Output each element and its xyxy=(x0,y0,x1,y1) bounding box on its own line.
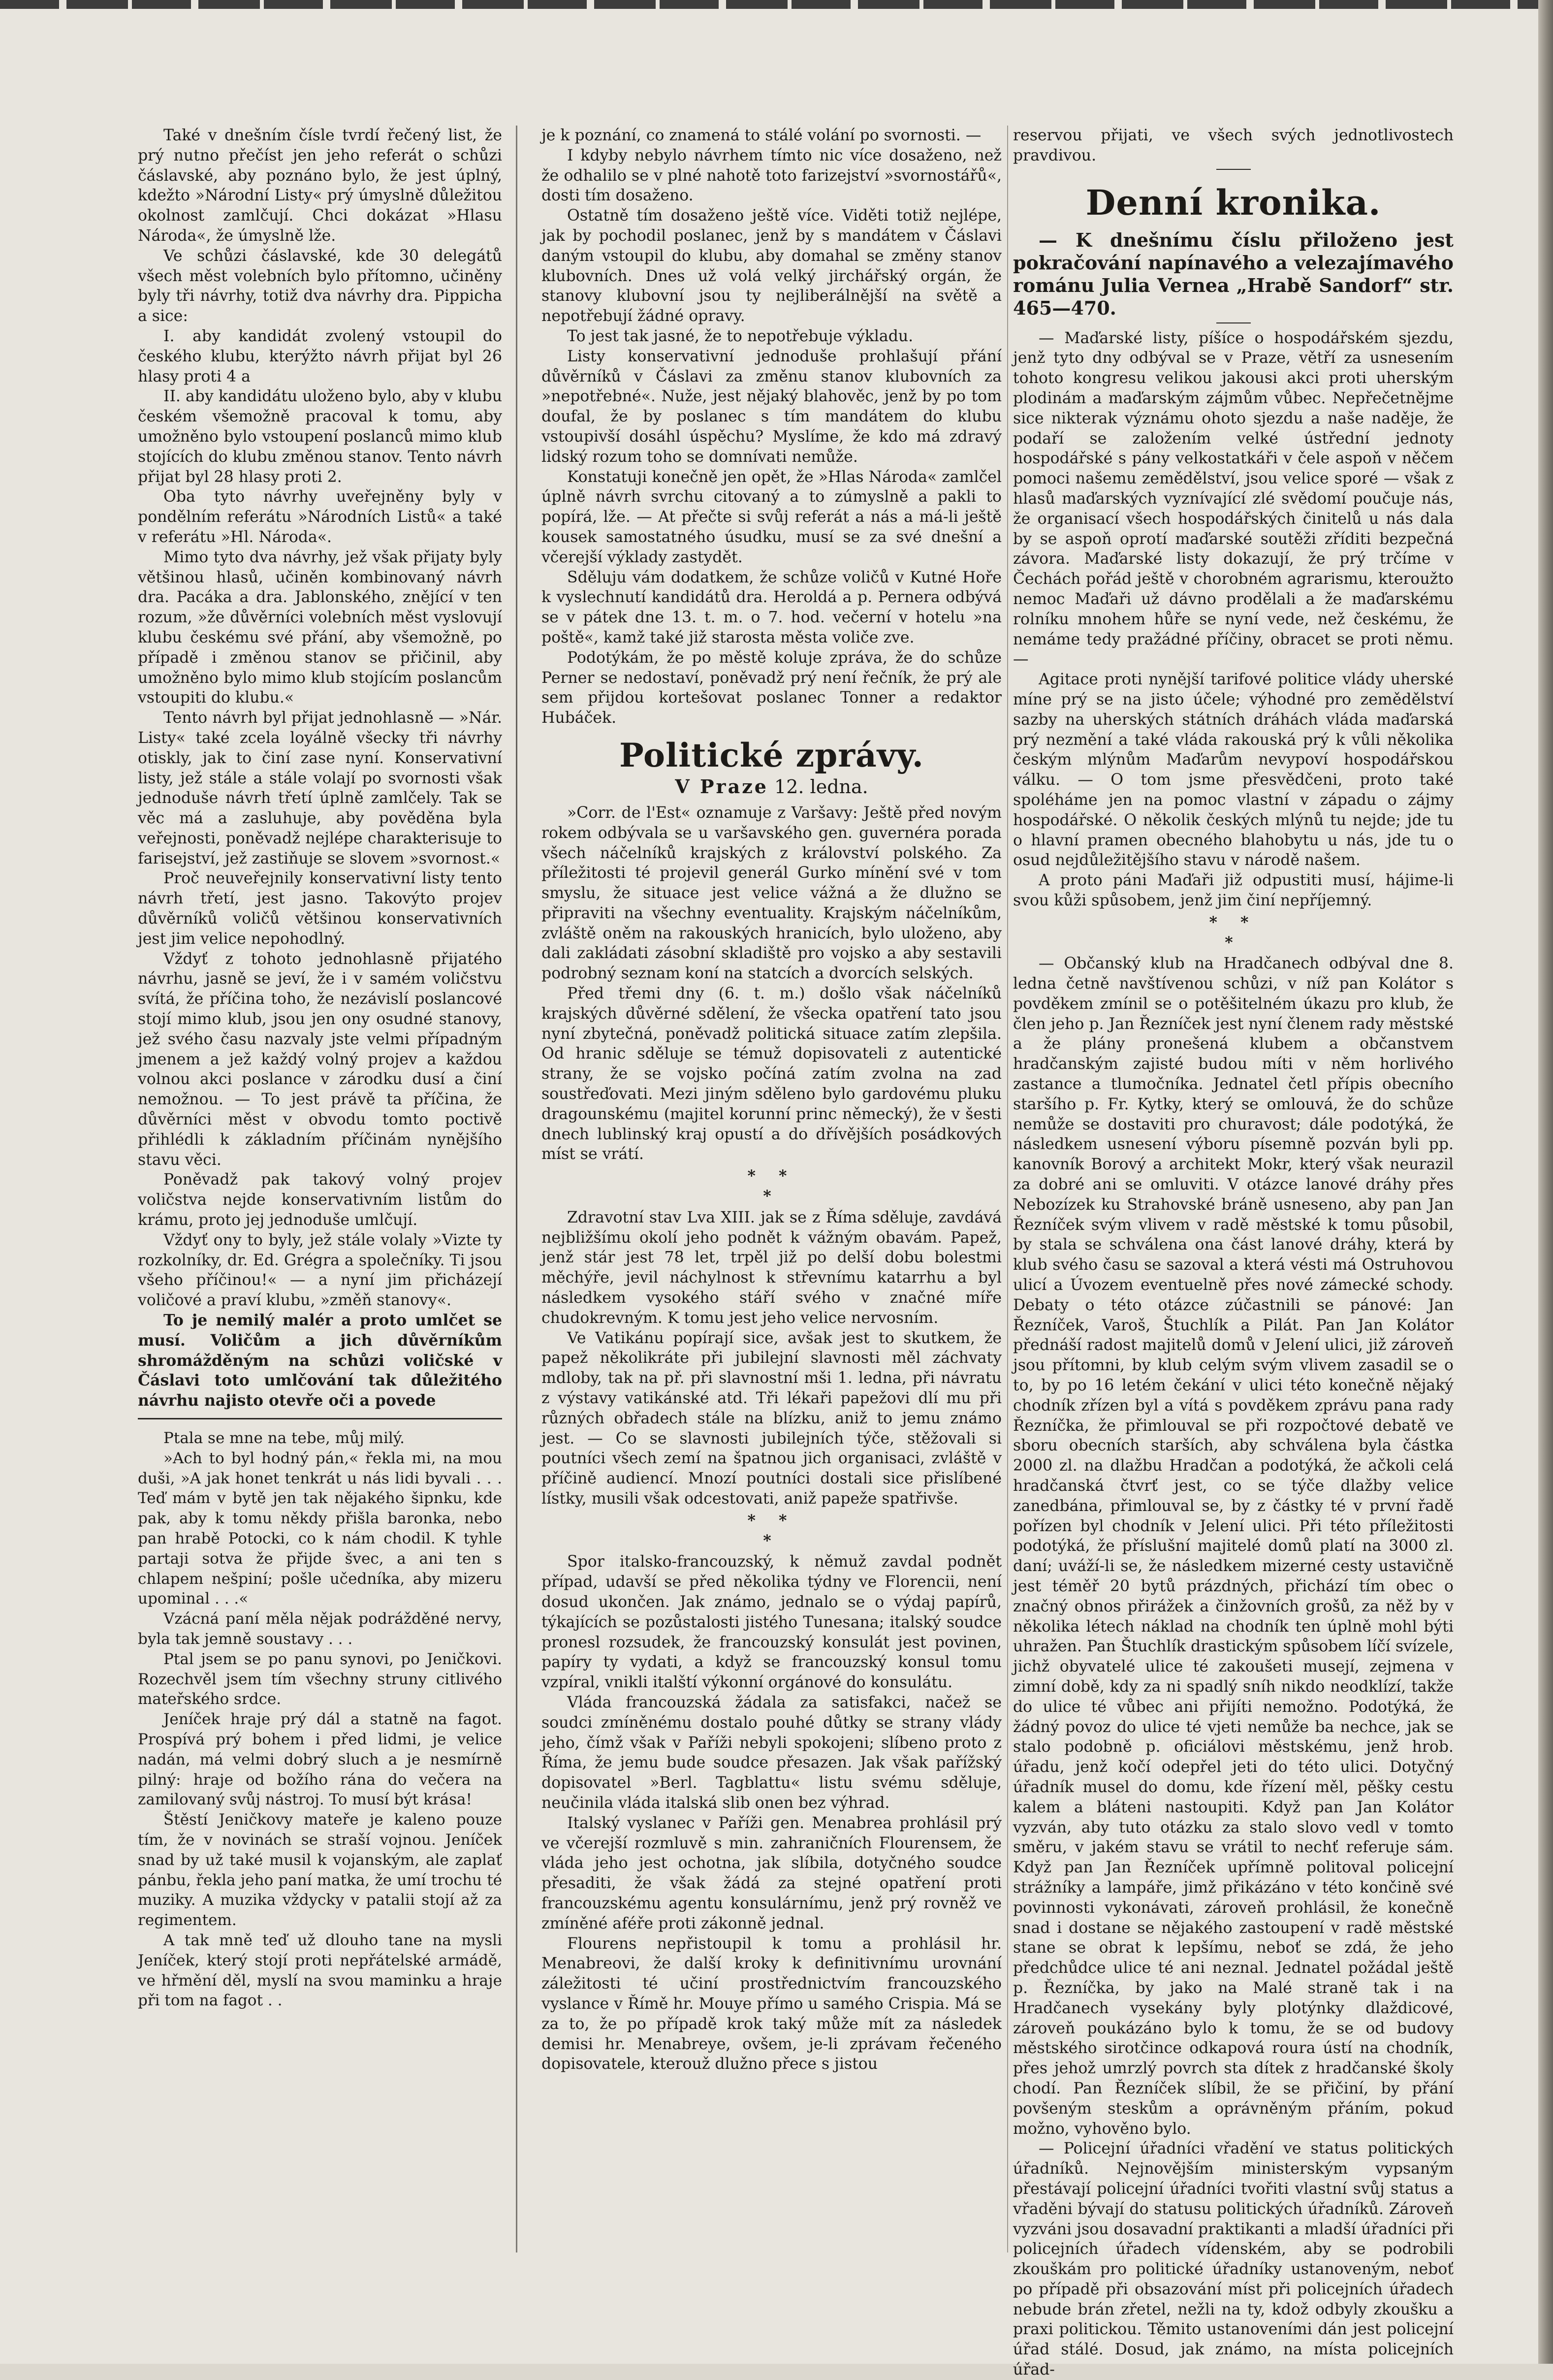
column-rule xyxy=(1007,126,1008,2252)
feuilleton-paragraph: Ptala se mne na tebe, můj milý. xyxy=(163,1429,405,1447)
paragraph: reservou přijati, ve všech svých jednotlivostech pravdivou. xyxy=(1013,127,1454,164)
column-1 xyxy=(138,126,502,2252)
chronicle-item: — Občanský klub na Hradčanech odbýval dne 8. ledna četně navštívenou schůzi, v níž pan Kolátor s povděkem zmínil se o potěšitelném úkazu pro klub, že člen jeho p. Jan Řezníček jest nyní členem rady městské a že plány pronešená klubem a občanstvem hradčanským zajisté budou míti v něm horlivého zastance a tlumočníka. Jednatel četl přípis obecního staršího p. Fr. Kytky, který se omlouvá, že do schůze nemůže se dostaviti pro churavost; dále podotýká, že následkem usnesení výboru písemně pozván byli pp. kanovník Borový a architekt Mokr, který však neurazil za dobré ani se omluviti. V otázce lanové dráhy přes Nebozízek ku Strahovské bráně usneseno, aby pan Jan Řezníček svým vlivem v radě městské k tomu působil, by stala se schválena ona část lanové dráhy, která by klub svého času se sazoval a která vésti má Ostruhovou ulicí a Úvozem eventuelně přes nové zámecké schody. Debaty o této otázce zúčastnili se pánové: Jan Řezníček, Varoš, Štuchlík a Pilát. Pan Jan Kolátor přednáší radost majitelů domů v Jelení ulici, již zároveň jsou přítomni, by klub celým svým vlivem zasadil se o to, by po 16 letém čekání v ulici této konečně nějaký chodník zřízen byl a vítá s povděkem zprávu pana rady Řezníčka, že přimlouval se při rozpočtové debatě ve sboru obecních starších, aby schválena byla částka 2000 zl. na dlažbu Hradčan a podotýká, že ačkoli celá hradčanská čtvrť jest, co se týče dlažby velice zanedbána, přimlouval se, by z částky té v první řadě pořízen byl chodník v Jelení ulici. Při této příležitosti podotýká, že příslušní majitelé domů platí na 3000 zl. daní; uváží-li se, že následkem mizerné cesty ustavičně jest téměř 20 bytů prázdných, přichází tím obec o značný obnos přirážek a činžovních grošů, za něž by v několika létech náklad na chodník ten úplně mohl býti uhražen. Pan Štuchlík drastickým spůsobem líčí svízele, jichž obyvatelé ulice té zakoušeti musejí, zejmena v zimní době, kdy za ni spadlý sníh nikdo neodklízí, takže do ulice té vůbec ani přijíti nemožno. Podotýká, že žádný povoz do ulice té vjeti nemůže ba nechce, jak se stalo podobně p. oficiálovi městskému, jenž hrob. úřadu, jenž kočí odepřel jeti do této ulici. Dotyčný úřadník musel do domu, kde řízení měl, pěšky cestu kalem a bláteni nastoupiti. Když pan Jan Kolátor vyzván, aby tuto otázku za stalo slovo vedl v tomto směru, v jakém stavu se vrátil to nechť referuje sám. Když pan Jan Řezníček upřímně politoval policejní strážníky a lampáře, jimž přikázáno v této končině své povinnosti vykonávati, zároveň prohlásil, že konečně snad i dostane se nějakého zastoupení v radě městské stane se obrat k lepšímu, neboť se zdá, že jeho předchůdce ulice té ani neznal. Jednatel požádal ještě p. Řezníčka, by jako na Malé straně tak i na Hradčanech vysekány byly plotýnky dlaždicové, zároveň poukázáno bylo k tomu, že se od budovy městského sirotčince odkapová roura ústí na chodník, přes jehož umrzlý povrch sta dítek z hradčanské školy chodí. Pan Řezníček slíbil, že se přičiní, by přání povšeným steskům a oprávněným přáním, pokud možno, vyhověno bylo. xyxy=(1013,955,1454,2138)
news-item: Vláda francouzská žádala za satisfakci, načež se soudci zmíněnému dostalo pouhé důtky se strany vlády jeho, čímž však v Paříži nebyli spokojeni; slíbeno proto z Říma, že jemu bude soudce přesazen. Jak však pařížský dopisovatel »Berl. Tagblattu« listu svému sděluje, neučinila vláda italská slib onen bez výhrad. xyxy=(541,1693,1002,1812)
asterism-separator: * * * xyxy=(747,1511,796,1550)
news-item: Před třemi dny (6. t. m.) došlo však náčelníků krajských důvěrné sdělení, že všecka opatření tato jsou nyní zbytečná, poněvadž politická situace zatím zlepšila. Od hranic sděluje se témuž dopisovateli z autentické strany, že se vojsko počíná zatím zvolna na zad soustřeďovati. Mezi jiným sděleno bylo gardovému pluku dragounskému (majitel korunní princ německý), že v šesti dnech lublinský kraj opustí a do dřívějších posádkových míst se vrátí. xyxy=(541,985,1002,1163)
feuilleton-paragraph: Štěstí Jeničkovy mateře je kaleno pouze tím, že v novinách se straší vojnou. Jeníček snad by už také musil k vojanským, ale zaplať pánbu, řekla jeho paní matka, že umí trochu té muziky. A muzika vždycky v patalii stojí až za regimentem. xyxy=(138,1811,502,1930)
paragraph: To je nemilý malér a proto umlčet se musí. Voličům a jich důvěrníkům shromážděným na schůzi voličské v Čáslavi toto umlčování tak důležitého návrhu najisto otevře oči a povede xyxy=(138,1311,502,1410)
paragraph: Oba tyto návrhy uveřejněny byly v pondělním referátu »Národních Listů« a také v referátu »Hl. Národa«. xyxy=(138,488,502,546)
paragraph: II. aby kandidátu uloženo bylo, aby v klubu českém všemožně pracoval k tomu, aby umožněno bylo vstoupení poslanců mimo klub stojících do klubu změnou stanov. Tento návrh přijat byl 28 hlasy proti 2. xyxy=(138,387,502,486)
chronicle-item: A proto páni Maďaři již odpustiti musí, hájime-li svou kůži spůsobem, jenž jim činí nepříjemný. xyxy=(1013,871,1454,909)
chronicle-item: — Maďarské listy, píšíce o hospodářském sjezdu, jenž tyto dny odbýval se v Praze, větří za usnesením tohoto kongresu velikou jakousi akci proti uherským plodinám a maďarským zájmům vůbec. Nepřečetnějme sice nikterak význámu ohoto sjezdu a naše naděje, že podaří se založením velké ústřední jednoty hospodářské s pány velkostatkáři v čele aspoň v něčem pomoci našemu zemědělství, jsou velice sporé — však z hlasů maďarských vyznívající zlé svědomí poučuje nás, že organisací všech hospodářských činitelů u nás dala by se aspoň oprotí maďarské soutěži zříditi bezpečná závora. Maďarské listy dokazují, že prý trčíme v Čechách pořád ještě v chorobném agrarismu, kteroužto nemoc Maďaři už dávno prodělali a že maďarskému rolníku mnohem hůře se nyní vede, než českému, že nemáme tedy pražádné příčiny, obracet se proti němu. — xyxy=(1013,329,1454,669)
paragraph: Ve schůzi čáslavské, kde 30 delegátů všech měst volebních bylo přítomno, učiněny byly tři návrhy, totiž dva návrhy dra. Pippicha a sice: xyxy=(138,247,502,325)
feuilleton-paragraph: »Ach to byl hodný pán,« řekla mi, na mou duši, »A jak honet tenkrát u nás lidi byvali . . . Teď mám v bytě jen tak nějakého šipnku, kde pak, aby k tomu někdy přišla baronka, nebo pan hrabě Potocki, co k nám chodil. K tyhle partaji sotva že přijde švec, a ani ten s chlapem nešpiní; pošle učedníka, aby mizeru upominal . . .« xyxy=(138,1449,502,1608)
paragraph: Také v dnešním čísle tvrdí řečený list, že prý nutno přečíst jen jeho referát o schůzi čáslavské, aby poznáno bylo, že jest úplný, kdežto »Národní Listy« prý úmyslně důležitou okolnost zamlčují. Chci dokázat »Hlasu Národa«, že úmyslně lže. xyxy=(138,127,502,245)
feuilleton-paragraph: Vzácná paní měla nějak podrážděné nervy, byla tak jemně soustavy . . . xyxy=(138,1610,502,1648)
paragraph: Konstatuji konečně jen opět, že »Hlas Národa« zamlčel úplně návrh svrchu citovaný a to zúmyslně a pakli to popírá, lže. — At přečte si svůj referát a nás a má-li ještě kousek samostatného úsudku, musí se za své dnešní a včerejší výklady zastydět. xyxy=(541,468,1002,566)
feuilleton-divider xyxy=(138,1418,502,1419)
paragraph: Mimo tyto dva návrhy, jež však přijaty byly většinou hlasů, učiněn kombinovaný návrh dra. Pacáka a dra. Jablonského, znějící v ten rozum, »že důvěrníci volebních měst vyslovují klubu českému své přání, aby všemožně, po případě i změnou stanov se přičinil, aby umožněno bylo mimo klub stojícím poslancům vstoupiti do klubu.« xyxy=(138,548,502,707)
news-item: Flourens nepřistoupil k tomu a prohlásil hr. Menabreovi, že další kroky k definitivnímu urovnání záležitosti té učiní prostřednictvím francouzského vyslance v Římě hr. Mouye přímo u samého Crispia. Má se za to, že po případě krok taký může mít za následek demisi hr. Menabreye, ovšem, je-li zprávam řečeného dopisovatele, kterouž dlužno přece s jistou xyxy=(541,1934,1002,2073)
paragraph: Proč neuveřejnily konservativní listy tento návrh třetí, jest jasno. Takovýto projev důvěrníků voličů většinou konservativních jest jim velice nepohodlný. xyxy=(138,869,502,948)
news-item: Zdravotní stav Lva XIII. jak se z Říma sděluje, zavdává nejbližšímu okolí jeho podnět k vážným obavám. Papež, jenž stár jest 78 let, trpěl již po delší dobu bolestmi měchýře, jevil náchylnost k střevnímu katarrhu a byl následkem vysokého stáří svého v značné míře chudokrevným. K tomu jest jeho velice nervosním. xyxy=(541,1208,1002,1327)
dateline-date: 12. ledna. xyxy=(774,775,868,798)
asterism-separator: * * * xyxy=(747,1167,796,1206)
supplement-notice xyxy=(1013,229,1454,320)
notice-text: — K dnešnímu číslu přiloženo jest pokračování napínavého a velezajímavého románu Julia Vernea „Hrabě Sandorf“ str. 465—470. xyxy=(1013,228,1454,319)
paragraph: Sděluju vám dodatkem, že schůze voličů v Kutné Hoře k vyslechnutí kandidátů dra. Heroldá a p. Pernera odbývá se v pátek dne 13. t. m. o 7. hod. večerní v hotelu »na poště«, kamž také již starosta města voliče zve. xyxy=(541,568,1002,646)
feuilleton-paragraph: Jeníček hraje prý dál a statně na fagot. Prospívá prý bohem i před lidmi, je velice nadán, má velmi dobrý sluch a je nesmírně pilný: hraje od božího rána do večera na zamilovaný svůj nástroj. To musí být krása! xyxy=(138,1710,502,1809)
section-title-denni-kronika: Denní kronika. xyxy=(1085,182,1381,223)
column-3 xyxy=(1013,126,1454,2379)
paragraph: Poněvadž pak takový volný projev voličstva nejde konservativním listům do krámu, proto jej jednoduše umlčují. xyxy=(138,1171,502,1229)
news-item: Ve Vatikánu popírají sice, avšak jest to skutkem, že papež několikráte při jubilejní slavnosti měl záchvaty mdloby, tak na př. při slavnostní mši 1. ledna, při návratu z výstavy vatikánské atd. Tři lékaři papežovi dlí mu při různých obřadech stále na blízku, aniž to jemu známo jest. — Co se slavnosti jubilejních týče, stěžovali si poutníci všech zemí na špatnou jich organisaci, zvláště v příčině audiencí. Mnozí poutníci dostali sice přislíbené lístky, musili však odcestovati, aniž papeže spatřivše. xyxy=(541,1329,1002,1508)
paragraph: To jest tak jasné, že to nepotřebuje výkladu. xyxy=(567,327,914,345)
feuilleton-paragraph: A tak mně teď už dlouho tane na mysli Jeníček, který stojí proti nepřátelské armádě, ve hřmění děl, myslí na svou maminku a hraje při tom na fagot . . xyxy=(138,1931,502,2010)
feuilleton-paragraph: Ptal jsem se po panu synovi, po Jeničkovi. Rozechvěl jsem tím všechny struny citlivého mateřského srdce. xyxy=(138,1650,502,1708)
paragraph: Ostatně tím dosaženo ještě více. Viděti totiž nejlépe, jak by pochodil poslanec, jenž by s mandátem v Čáslavi daným vstoupil do klubu, aby domahal se změny stanov klubovních. Dnes už volá velký jirchářský orgán, že stanovy klubovní jsou ty nejliberálnější na světě a nepotřebují žádné opravy. xyxy=(541,207,1002,325)
chronicle-item: Agitace proti nynější tarifové politice vlády uherské míne prý se na jisto účele; výhodné pro zemědělství sazby na uherských státních dráhách vláda maďarská prý nezmění a také vláda rakouská prý k vůli několika českým mlýnům Maďarům nevypoví hospodářskou válku. — O tom jsme přesvědčeni, proto také spoléháme jen na pomoc vlastní v západu o zájmy hospodářské. O několik českých mlýnů tu nejde; jde tu o hlavní pramen obecného blahobytu u nás, jde tu o osud nejdůležitějšího stavu v národě našem. xyxy=(1013,671,1454,869)
column-2 xyxy=(541,126,1002,2252)
paragraph: Tento návrh byl přijat jednohlasně — »Nár. Listy« také zcela loyálně všecky tři návrhy otiskly, jak to činí zase nyní. Konservativní listy, jež stále a stále volají po svornosti však jednoduše návrh třetí úplně zamlčely. Tak se věc má a zasluhuje, aby pověděna byla veřejnosti, poněvadž nejlépe charakterisuje to farisejství, jež zastiňuje se slovem »svornost.« xyxy=(138,709,502,868)
paragraph: Podotýkám, že po městě koluje zpráva, že do schůze Perner se nedostaví, poněvadž prý není řečník, že prý ale sem přijdou kortešovat poslanec Tonner a redaktor Hubáček. xyxy=(541,648,1002,727)
paragraph: I kdyby nebylo návrhem tímto nic více dosaženo, než že odhalilo se v plné nahotě toto farizejství »svornostářů«, dosti tím dosaženo. xyxy=(541,146,1002,205)
dateline xyxy=(541,775,1002,798)
right-edge-shadow xyxy=(1538,0,1553,2364)
paragraph: Vždyť z tohoto jednohlasně přijatého návrhu, jasně se jeví, že i v samém voličstvu svítá, že příčina toho, že nezávislí poslancové stojí mimo klub, jsou jen ony osudné stanovy, jež svého času nazvaly jste velmi případným jmenem a jež každý volný projev a každou volnou akci poslance v zárodku dusí a činí nemožnou. — To jest právě ta příčina, že důvěrníci měst v obvodu tomto poctivě přihlédli k základním příčinám nynějšího stavu věci. xyxy=(138,950,502,1169)
chronicle-item: — Policejní úřadníci vřadění ve status politických úřadníků. Nejnovějším ministerským vypsaným přestávají policejní úřadníci tvořiti vlastní svůj status a vřaděni bývají do statusu politických úřadníků. Zároveň vyzváni jsou dosavadní praktikanti a mladší úřadníci při policejních úřadech vídenském, aby se podrobili zkouškám pro politické úřadníky ustanoveným, neboť po případě při obsazování míst při policejních úřadech nebude brán zřetel, nežli na ty, kdož odbyly zkoušku a praxi politickou. Těmito ustanoveními dán jest policejní úřad stálé. Dosud, jak známo, na místa policejních úřad- xyxy=(1013,2140,1454,2379)
paragraph: je k poznání, co znamená to stálé volání po svornosti. — xyxy=(541,127,982,144)
news-item: Spor italsko-francouzský, k němuž zavdal podnět případ, udavší se před několika týdny ve Florencii, není dosud ukončen. Jak známo, jednalo se o výdaj papírů, týkajících se pozůstalosti jistého Tunesana; italský soudce pronesl rozsudek, že francouzský konsulát jest povinen, papíry ty vydati, a když se francouzský konsul tomu vzpíral, vnikli italští výkonní orgánové do konsulátu. xyxy=(541,1553,1002,1692)
top-edge-strip xyxy=(0,0,1553,9)
news-item: »Corr. de l'Est« oznamuje z Varšavy: Ještě před novým rokem odbývala se u varšavského gen. guvernéra porada všech náčelníků krajských z království polského. Za příležitosti té projevil generál Gurko mínění své v tom smyslu, že situace jest velice vážná a že dlužno se připraviti na všechny eventuality. Krajským náčelníkům, zvláště oněm na rakouských hranicích, bylo uloženo, aby dali zakládati zásobní skladiště pro vojsko a aby sestavili podrobný seznam koní na statcích a dvorcích selských. xyxy=(541,804,1002,983)
page-fold-crease xyxy=(516,126,517,2252)
short-divider xyxy=(1216,322,1251,323)
asterism-separator: * * * xyxy=(1209,913,1258,952)
short-divider xyxy=(1216,169,1251,170)
paragraph: I. aby kandidát zvolený vstoupil do českého klubu, kterýžto návrh přijat byl 26 hlasy proti 4 a xyxy=(138,327,502,386)
news-item: Italský vyslanec v Paříži gen. Menabrea prohlásil prý ve včerejší rozmluvě s min. zahraničních Flourensem, že vláda jeho jest ochotna, jak slíbila, dotyčného soudce přesaditi, že však žádá za stejné opatření proti francouzskému agentu konsulárnímu, jenž prý rovněž ve zmíněné aféře proti zákonně jednal. xyxy=(541,1814,1002,1932)
section-title-politicke-zpravy: Politické zprávy. xyxy=(619,736,924,774)
paragraph: Vždyť ony to byly, jež stále volaly »Vizte ty rozkolníky, dr. Ed. Grégra a společníky. Ti jsou všeho příčinou!« — a nyní jim přicházejí voličové a praví klubu, »změň stanovy«. xyxy=(138,1231,502,1310)
dateline-city: V Praze xyxy=(675,775,768,798)
feuilleton xyxy=(138,1428,502,2011)
paragraph: Listy konservativní jednoduše prohlašují přání důvěrníků v Čáslavi za změnu stanov klubovních za »nepotřebné«. Nuže, jest nějaký blahověc, jenž by po tom doufal, že by poslanec s tím mandátem do klubu vstoupivší dosáhl úspěchu? Myslíme, že kdo má zdravý lidský rozum toho se domnívati nemůže. xyxy=(541,347,1002,466)
